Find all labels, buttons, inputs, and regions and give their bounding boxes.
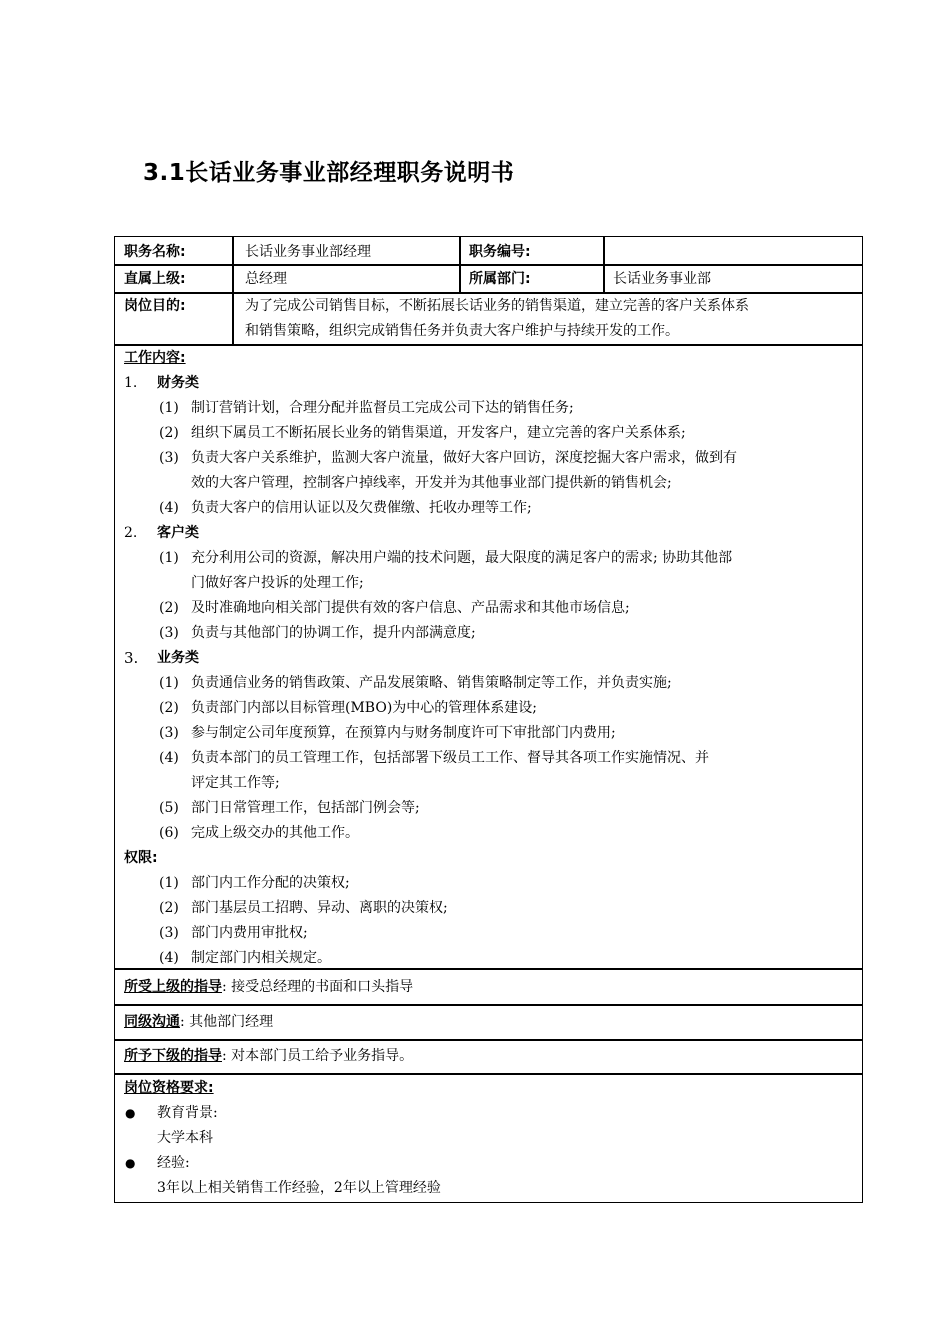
education-value: 大学本科 bbox=[157, 1130, 213, 1146]
row-divider bbox=[115, 1004, 862, 1006]
superior-label: 直属上级: bbox=[124, 271, 186, 287]
category-number: 1. bbox=[124, 375, 138, 391]
col-divider bbox=[459, 237, 461, 293]
item-text: 制订营销计划，合理分配并监督员工完成公司下达的销售任务; bbox=[191, 400, 574, 416]
item-number: (2) bbox=[159, 700, 179, 716]
item-text: 门做好客户投诉的处理工作; bbox=[191, 575, 364, 591]
item-number: (4) bbox=[159, 950, 179, 966]
authority-item: 部门内工作分配的决策权; bbox=[191, 875, 350, 891]
item-number: (6) bbox=[159, 825, 179, 841]
authority-item: 部门基层员工招聘、异动、离职的决策权; bbox=[191, 900, 448, 916]
item-text: 参与制定公司年度预算，在预算内与财务制度许可下审批部门内费用; bbox=[191, 725, 616, 741]
item-number: (2) bbox=[159, 900, 179, 916]
subordinate-text: : 对本部门员工给予业务指导。 bbox=[222, 1048, 414, 1064]
row-divider bbox=[115, 968, 862, 970]
guidance-row bbox=[124, 978, 413, 996]
peer-text: : 其他部门经理 bbox=[180, 1014, 274, 1030]
position-name-label: 职务名称: bbox=[124, 244, 186, 260]
item-number: (3) bbox=[159, 450, 179, 466]
row-divider bbox=[115, 344, 862, 346]
peer-label: 同级沟通 bbox=[124, 1014, 180, 1030]
purpose-line: 和销售策略，组织完成销售任务并负责大客户维护与持续开发的工作。 bbox=[245, 323, 679, 339]
col-divider bbox=[603, 237, 605, 293]
purpose-line: 为了完成公司销售目标，不断拓展长话业务的销售渠道，建立完善的客户关系体系 bbox=[245, 298, 749, 314]
item-number: (2) bbox=[159, 600, 179, 616]
category-number: 3. bbox=[124, 649, 139, 667]
item-number: (2) bbox=[159, 425, 179, 441]
category-title: 客户类 bbox=[157, 525, 199, 541]
item-number: (1) bbox=[159, 875, 179, 891]
row-divider bbox=[115, 1039, 862, 1041]
subordinate-label: 所予下级的指导 bbox=[124, 1048, 222, 1064]
dept-value: 长话业务事业部 bbox=[613, 271, 711, 287]
item-number: (5) bbox=[159, 800, 179, 816]
experience-value: 3年以上相关销售工作经验，2年以上管理经验 bbox=[157, 1180, 441, 1196]
item-number: (4) bbox=[159, 500, 179, 516]
item-text: 及时准确地向相关部门提供有效的客户信息、产品需求和其他市场信息; bbox=[191, 600, 630, 616]
experience-label: 经验: bbox=[157, 1155, 190, 1171]
item-text: 负责大客户关系维护，监测大客户流量，做好大客户回访，深度挖掘大客户需求，做到有 bbox=[191, 450, 737, 466]
dept-label: 所属部门: bbox=[469, 271, 531, 287]
work-heading: 工作内容: bbox=[124, 350, 186, 366]
category-title: 业务类 bbox=[157, 650, 199, 666]
item-text: 负责通信业务的销售政策、产品发展策略、销售策略制定等工作，并负责实施; bbox=[191, 675, 672, 691]
item-text: 组织下属员工不断拓展长业务的销售渠道，开发客户，建立完善的客户关系体系; bbox=[191, 425, 686, 441]
item-text: 负责大客户的信用认证以及欠费催缴、托收办理等工作; bbox=[191, 500, 532, 516]
authority-item: 制定部门内相关规定。 bbox=[191, 950, 331, 966]
item-text: 完成上级交办的其他工作。 bbox=[191, 825, 359, 841]
superior-value: 总经理 bbox=[245, 271, 287, 287]
col-divider bbox=[232, 237, 234, 345]
page-title: 3.1长话业务事业部经理职务说明书 bbox=[143, 160, 515, 186]
category-number: 2. bbox=[124, 525, 138, 541]
authority-heading: 权限: bbox=[124, 850, 158, 866]
item-number: (1) bbox=[159, 675, 179, 691]
item-number: (3) bbox=[159, 725, 179, 741]
qualification-heading: 岗位资格要求: bbox=[124, 1080, 214, 1096]
item-text: 评定其工作等; bbox=[191, 775, 280, 791]
item-text: 部门日常管理工作，包括部门例会等; bbox=[191, 800, 420, 816]
item-number: (4) bbox=[159, 750, 179, 766]
position-name-value: 长话业务事业部经理 bbox=[245, 244, 371, 260]
item-text: 负责部门内部以目标管理(MBO)为中心的管理体系建设; bbox=[191, 700, 537, 716]
bullet-icon: ● bbox=[125, 1156, 136, 1170]
bullet-icon: ● bbox=[125, 1106, 136, 1120]
row-divider bbox=[115, 292, 862, 294]
item-text: 效的大客户管理，控制客户掉线率，开发并为其他事业部门提供新的销售机会; bbox=[191, 475, 672, 491]
item-text: 充分利用公司的资源，解决用户端的技术问题，最大限度的满足客户的需求; 协助其他部 bbox=[191, 550, 733, 566]
row-divider bbox=[115, 1073, 862, 1075]
guidance-text: : 接受总经理的书面和口头指导 bbox=[222, 979, 414, 995]
purpose-label: 岗位目的: bbox=[124, 298, 186, 314]
item-number: (1) bbox=[159, 550, 179, 566]
peer-row bbox=[124, 1013, 273, 1031]
item-text: 负责本部门的员工管理工作，包括部署下级员工工作、督导其各项工作实施情况、并 bbox=[191, 750, 709, 766]
job-description-table bbox=[114, 236, 863, 1203]
education-label: 教育背景: bbox=[157, 1105, 218, 1121]
item-number: (3) bbox=[159, 625, 179, 641]
item-number: (1) bbox=[159, 400, 179, 416]
item-text: 负责与其他部门的协调工作，提升内部满意度; bbox=[191, 625, 476, 641]
category-title: 财务类 bbox=[157, 375, 199, 391]
subordinate-row bbox=[124, 1047, 413, 1065]
row-divider bbox=[115, 264, 862, 266]
position-no-label: 职务编号: bbox=[469, 244, 531, 260]
guidance-label: 所受上级的指导 bbox=[124, 979, 222, 995]
item-number: (3) bbox=[159, 925, 179, 941]
authority-item: 部门内费用审批权; bbox=[191, 925, 308, 941]
